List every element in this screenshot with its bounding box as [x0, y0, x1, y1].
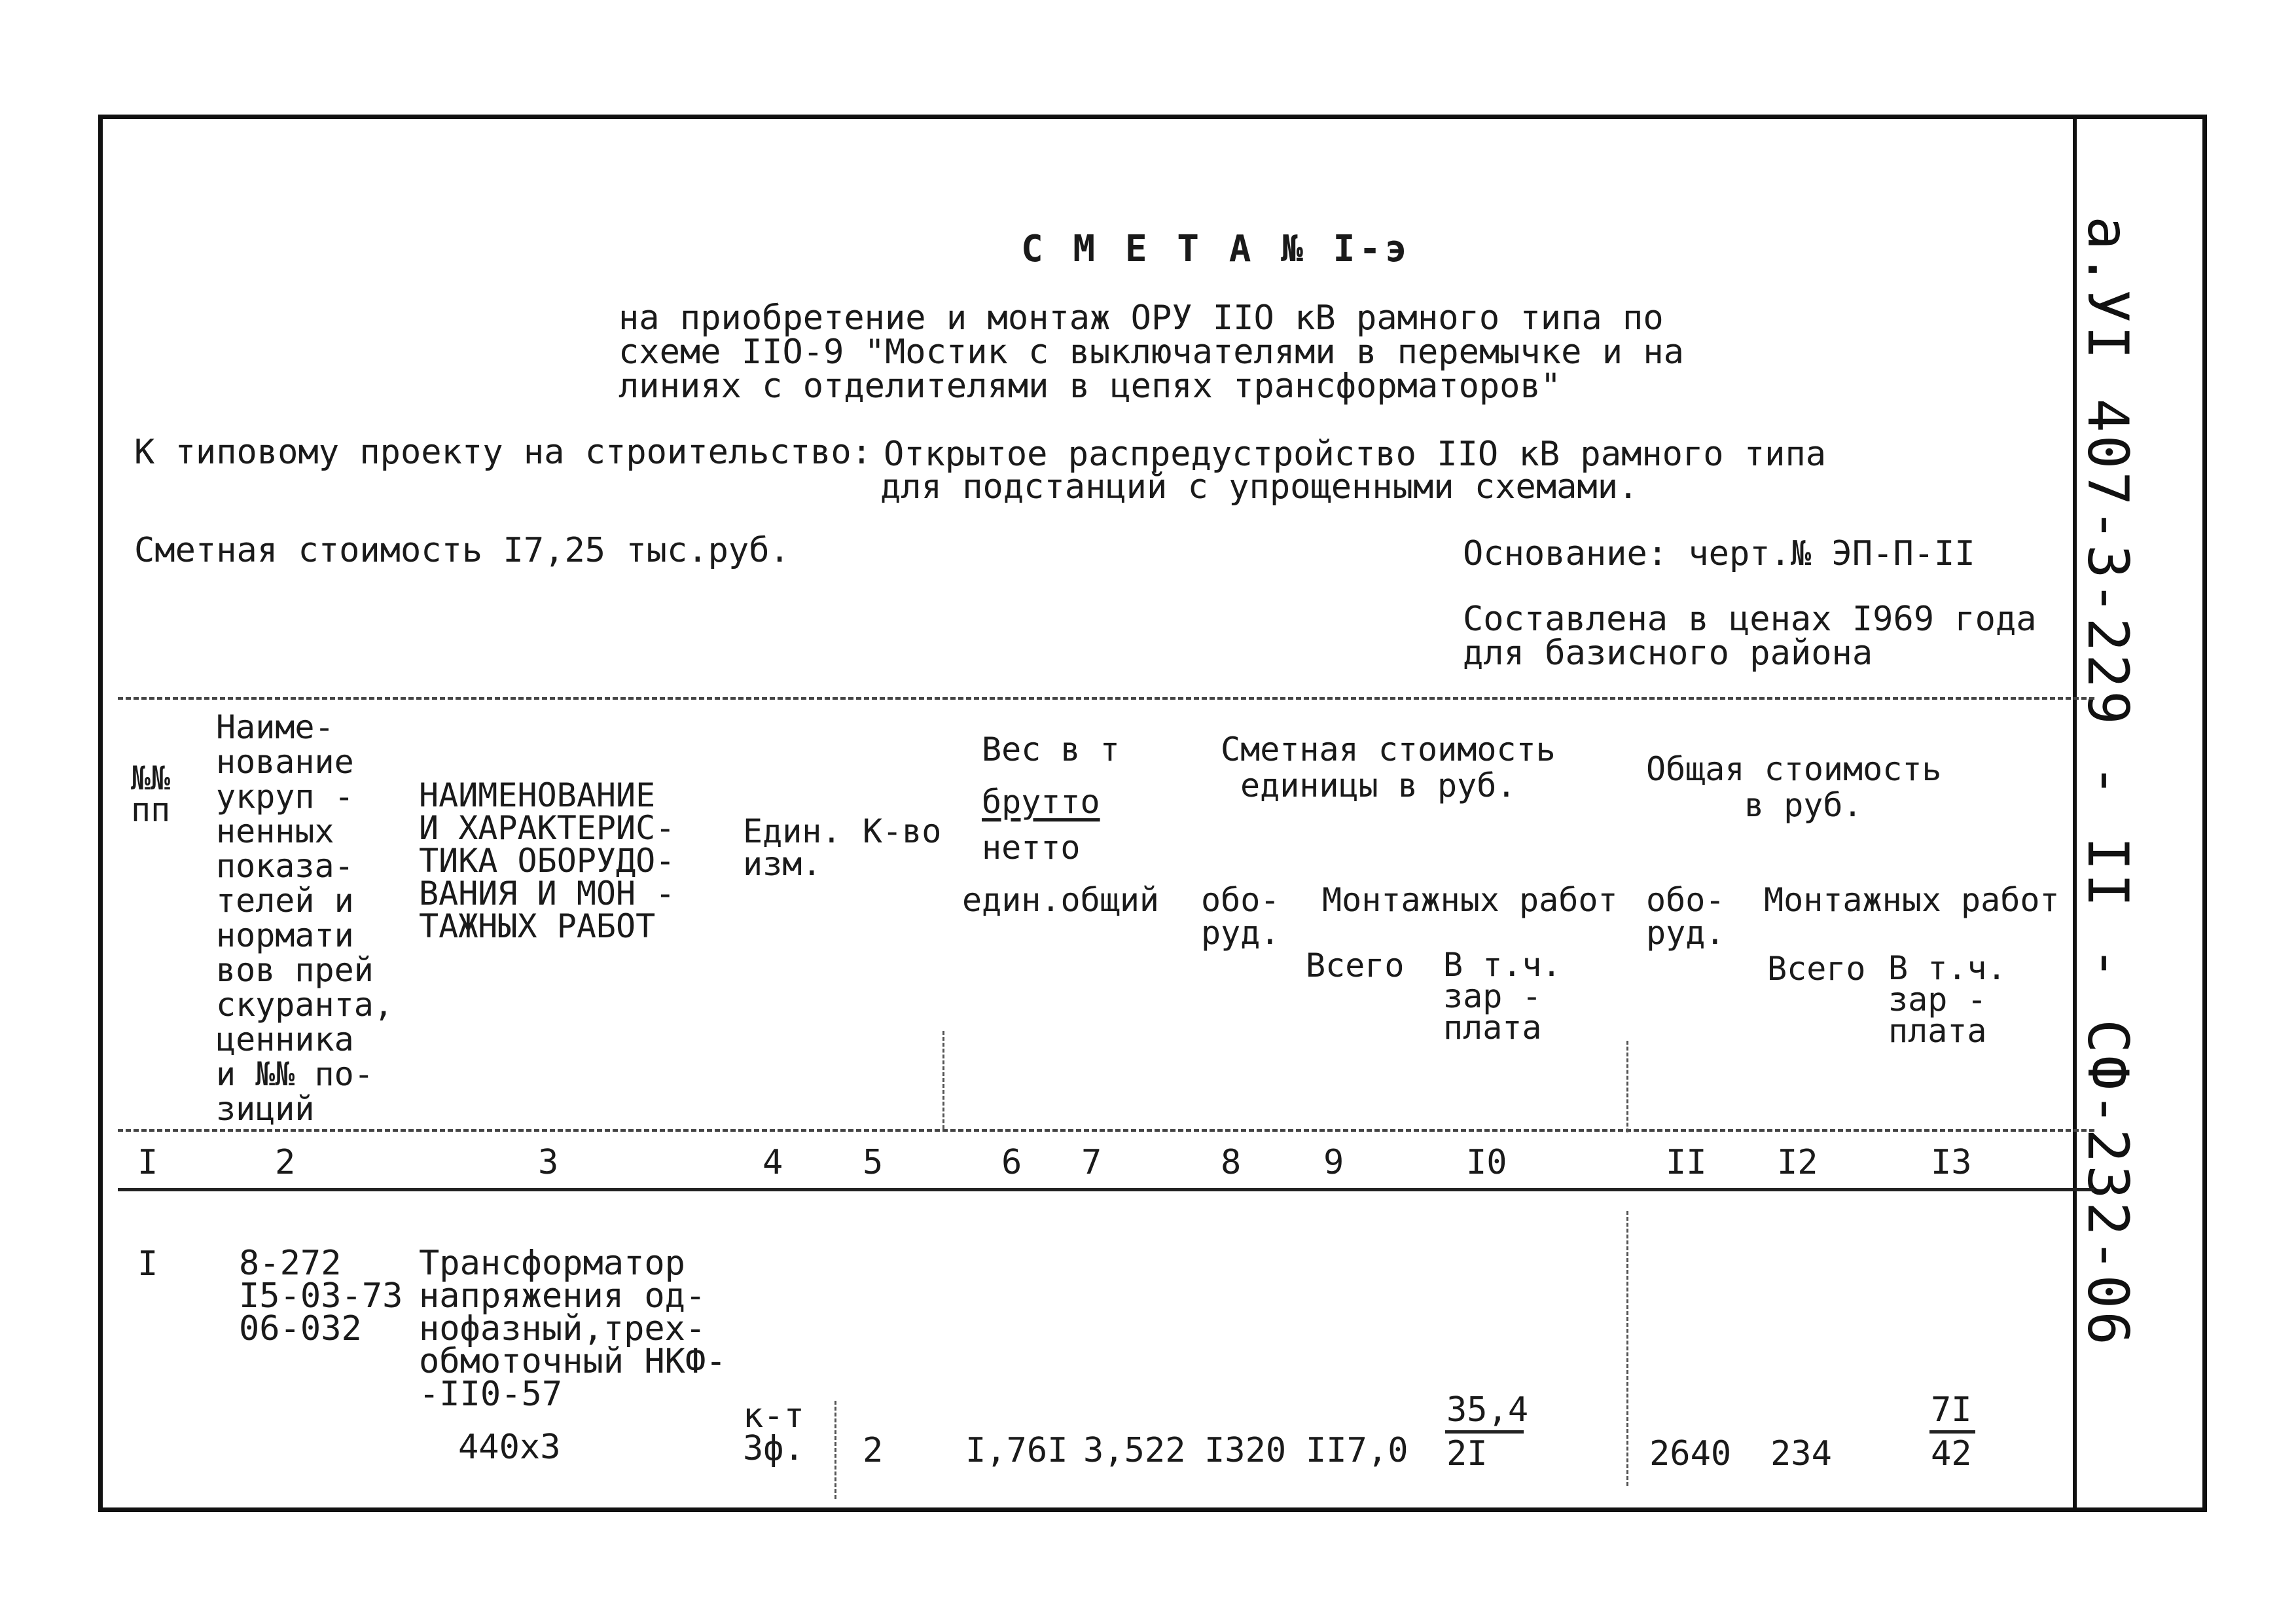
colnum-2: 2: [275, 1143, 296, 1182]
header-col2-l10: ценника: [216, 1020, 354, 1058]
row-cost-divider: [1626, 1211, 1628, 1486]
header-total-incl-l3: плата: [1888, 1012, 1987, 1050]
header-weight-gross: брутто: [982, 783, 1100, 821]
header-unit-incl-l2: зар -: [1443, 977, 1542, 1015]
colnum-3: 3: [538, 1143, 559, 1182]
prices-line-1: Составлена в ценах I969 года: [1463, 600, 2037, 639]
stamp-code: а.УI 407-3-229 - II - СФ-232-06: [2075, 216, 2140, 1348]
row-name-l2: напряжения од-: [419, 1276, 706, 1316]
colnum-1: I: [137, 1143, 158, 1182]
row-code-l2: I5-03-73: [239, 1276, 403, 1316]
colnum-9: 9: [1323, 1143, 1344, 1182]
colnum-12: I2: [1777, 1143, 1818, 1182]
header-col1-line2: пп: [131, 791, 171, 829]
header-col3-l5: ТАЖНЫХ РАБОТ: [419, 907, 656, 945]
weight-divider: [942, 1031, 944, 1129]
project-label: К типовому проекту на строительство:: [134, 433, 872, 472]
row-code: [239, 1244, 403, 1348]
header-unit-equip-l2: руд.: [1201, 914, 1280, 952]
header-col3-l1: НАИМЕНОВАНИЕ: [419, 776, 656, 814]
header-total-cost-2: в руб.: [1744, 786, 1863, 824]
header-col2-l11: и №№ по-: [216, 1055, 374, 1093]
header-col2-l4: ненных: [216, 812, 334, 850]
header-total-equip: [1646, 881, 1725, 952]
row-qty-divider: [834, 1401, 836, 1499]
row-weight-total: 3,522: [1083, 1431, 1186, 1470]
header-total-equip-l2: руд.: [1646, 914, 1725, 952]
header-col1: [131, 759, 171, 829]
header-unit-all: Всего: [1306, 947, 1405, 984]
header-col5: К-во: [863, 812, 942, 850]
basis: Основание: черт.№ ЭП-П-II: [1463, 534, 1975, 573]
header-col4: [743, 812, 842, 883]
header-col4-l2: изм.: [743, 845, 822, 883]
row-wage-fraction-line: [1445, 1430, 1524, 1434]
header-total-incl-l1: В т.ч.: [1888, 949, 2007, 987]
colnum-7: 7: [1081, 1143, 1102, 1182]
header-total-incl-l2: зар -: [1888, 981, 1987, 1019]
header-unit-cost-1: Сметная стоимость: [1221, 731, 1556, 768]
table-top-line: [118, 697, 2094, 700]
header-col2-l9: скуранта,: [216, 986, 393, 1024]
colnum-13: I3: [1931, 1143, 1972, 1182]
row-name-l1: Трансформатор: [419, 1244, 685, 1283]
row-wage-bottom: 2I: [1446, 1434, 1488, 1473]
header-unit-cost-2: единицы в руб.: [1240, 767, 1516, 804]
row-num: I: [137, 1244, 158, 1284]
header-total-all: Всего: [1767, 950, 1866, 988]
row-name-l3: нофазный,трех-: [419, 1309, 706, 1348]
row-unit-l1: к-т: [743, 1396, 804, 1435]
header-unit-incl-l3: плата: [1443, 1009, 1542, 1047]
colnum-11: II: [1666, 1143, 1707, 1182]
header-col3-l3: ТИКА ОБОРУДО-: [419, 842, 675, 880]
subtitle-line-3: линиях с отделителями в цепях трансформаторов": [619, 367, 1562, 406]
row-unit: [743, 1396, 804, 1468]
header-unit-incl-l1: В т.ч.: [1443, 946, 1562, 984]
header-total-equip-l1: обо-: [1646, 881, 1725, 919]
header-total-install: Монтажных работ: [1764, 881, 2060, 919]
row-name-l4: обмоточный НКФ-: [419, 1342, 726, 1381]
header-weight-net: нетто: [982, 829, 1081, 867]
header-col2-l8: вов прей: [216, 951, 374, 989]
row-total-wage-bottom: 42: [1931, 1434, 1972, 1473]
row-sub: 440х3: [458, 1428, 561, 1467]
header-col3-l4: ВАНИЯ И МОН -: [419, 875, 675, 912]
project-value-1: Открытое распредустройство IIO кВ рамного типа: [884, 435, 1827, 474]
row-total-install: 234: [1770, 1434, 1832, 1473]
header-col1-line1: №№: [131, 759, 171, 797]
subtitle-line-2: схеме IIO-9 "Мостик с выключателями в перемычке и на: [619, 333, 1684, 372]
header-col2-l5: показа-: [216, 847, 354, 885]
header-col2-l3: укруп -: [216, 778, 354, 816]
header-bottom-line: [118, 1129, 2094, 1132]
header-unit-equip: [1201, 881, 1280, 952]
header-col2: [216, 710, 393, 1127]
header-weight-title: Вес в т: [982, 731, 1120, 768]
row-name: [419, 1244, 726, 1414]
row-equip: I320: [1204, 1431, 1287, 1470]
header-col3: [419, 776, 675, 945]
prices-line-2: для базисного района: [1463, 634, 1873, 673]
header-col2-l6: телей и: [216, 882, 354, 920]
project-value-2: для подстанций с упрощенными схемами.: [880, 467, 1639, 507]
colnum-4: 4: [762, 1143, 783, 1182]
row-code-l1: 8-272: [239, 1244, 342, 1283]
header-total-incl: [1888, 949, 2007, 1050]
row-total-wage-top: 7I: [1931, 1390, 1972, 1430]
row-unit-l2: 3ф.: [743, 1429, 804, 1468]
header-weight-cols: един.общий: [962, 881, 1160, 919]
colnum-bottom-line: [118, 1188, 2094, 1191]
document-title: С М Е Т А № I-э: [1021, 228, 1411, 270]
row-code-l3: 06-032: [239, 1309, 362, 1348]
cost-divider: [1626, 1041, 1628, 1132]
colnum-5: 5: [863, 1143, 884, 1182]
row-name-l5: -II0-57: [419, 1375, 563, 1414]
colnum-8: 8: [1221, 1143, 1242, 1182]
row-total-equip: 2640: [1649, 1434, 1732, 1473]
row-install-all: II7,0: [1306, 1431, 1408, 1470]
colnum-10: I0: [1466, 1143, 1507, 1182]
subtitle-line-1: на приобретение и монтаж ОРУ IIO кВ рамного типа по: [619, 298, 1664, 338]
colnum-6: 6: [1001, 1143, 1022, 1182]
header-unit-incl: [1443, 946, 1562, 1047]
row-weight-unit: I,76I: [965, 1431, 1068, 1470]
row-total-wage-fraction-line: [1929, 1430, 1975, 1434]
header-col2-l2: нование: [216, 743, 354, 781]
header-col2-l7: нормати: [216, 916, 354, 954]
header-unit-equip-l1: обо-: [1201, 881, 1280, 919]
row-wage-top: 35,4: [1446, 1390, 1529, 1430]
header-col3-l2: И ХАРАКТЕРИС-: [419, 809, 675, 847]
row-qty: 2: [863, 1431, 884, 1470]
header-col2-l1: Наиме-: [216, 708, 334, 746]
header-col4-l1: Един.: [743, 812, 842, 850]
header-unit-install: Монтажных работ: [1322, 881, 1618, 919]
estimated-cost: Сметная стоимость I7,25 тыс.руб.: [134, 531, 790, 570]
header-col2-l12: зиций: [216, 1090, 315, 1128]
header-total-cost-1: Общая стоимость: [1646, 750, 1942, 788]
